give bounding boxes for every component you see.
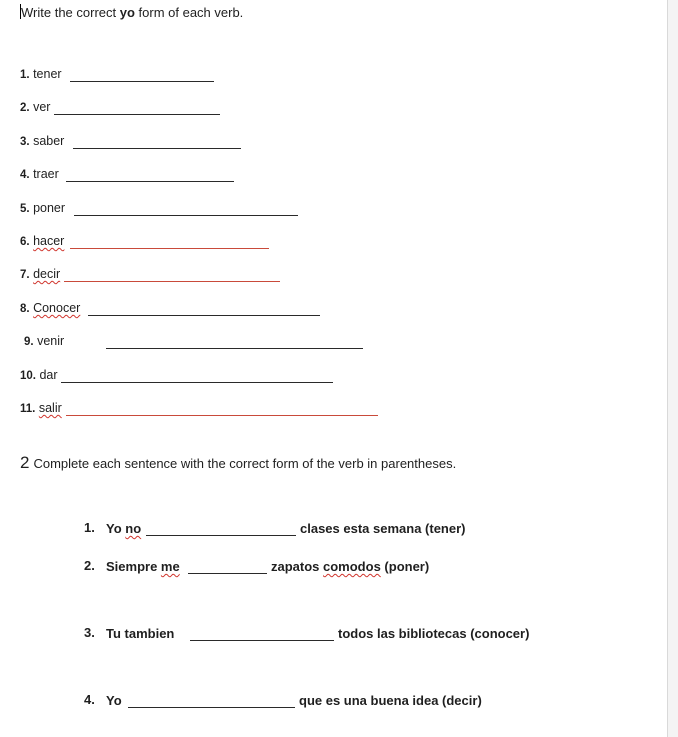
answer-line[interactable]	[74, 215, 298, 216]
answer-line[interactable]	[70, 248, 269, 249]
sentence-text: zapatos comodos (poner)	[271, 559, 430, 574]
verb-item: 4. traer	[20, 167, 59, 181]
verb-item: 6. hacer	[20, 234, 65, 248]
sentence-text: Yo no	[106, 521, 142, 536]
verb-item: 2. ver	[20, 100, 51, 114]
answer-line[interactable]	[190, 640, 334, 641]
sentence-number: 1.	[84, 520, 95, 535]
instruction-text[interactable]: Write the correct yo form of each verb.	[21, 5, 244, 20]
sentence-text: que es una buena idea (decir)	[299, 693, 482, 708]
section-2-heading: 2 Complete each sentence with the correct form of the verb in parentheses.	[20, 453, 457, 472]
sentence-text: Tu tambien	[106, 626, 175, 641]
answer-line[interactable]	[70, 81, 214, 82]
sentence-number: 4.	[84, 692, 95, 707]
verb-item: 10. dar	[20, 368, 58, 382]
answer-line[interactable]	[66, 415, 378, 416]
answer-line[interactable]	[66, 181, 234, 182]
answer-line[interactable]	[73, 148, 241, 149]
sentence-text: clases esta semana (tener)	[300, 521, 466, 536]
verb-item: 11. salir	[20, 401, 62, 415]
verb-item: 1. tener	[20, 67, 62, 81]
answer-line[interactable]	[54, 114, 220, 115]
sentence-text: Siempre me	[106, 559, 180, 574]
sentence-text: todos las bibliotecas (conocer)	[338, 626, 530, 641]
answer-line[interactable]	[61, 382, 333, 383]
verb-item: 8. Conocer	[20, 301, 81, 315]
verb-item: 3. saber	[20, 134, 65, 148]
page-gutter	[668, 0, 678, 737]
answer-line[interactable]	[146, 535, 296, 536]
sentence-number: 2.	[84, 558, 95, 573]
answer-line[interactable]	[88, 315, 320, 316]
verb-item: 9. venir	[24, 334, 65, 348]
sentence-text: Yo	[106, 693, 122, 708]
sentence-number: 3.	[84, 625, 95, 640]
answer-line[interactable]	[106, 348, 363, 349]
answer-line[interactable]	[64, 281, 280, 282]
answer-line[interactable]	[128, 707, 295, 708]
verb-item: 7. decir	[20, 267, 61, 281]
answer-line[interactable]	[188, 573, 267, 574]
verb-item: 5. poner	[20, 201, 66, 215]
